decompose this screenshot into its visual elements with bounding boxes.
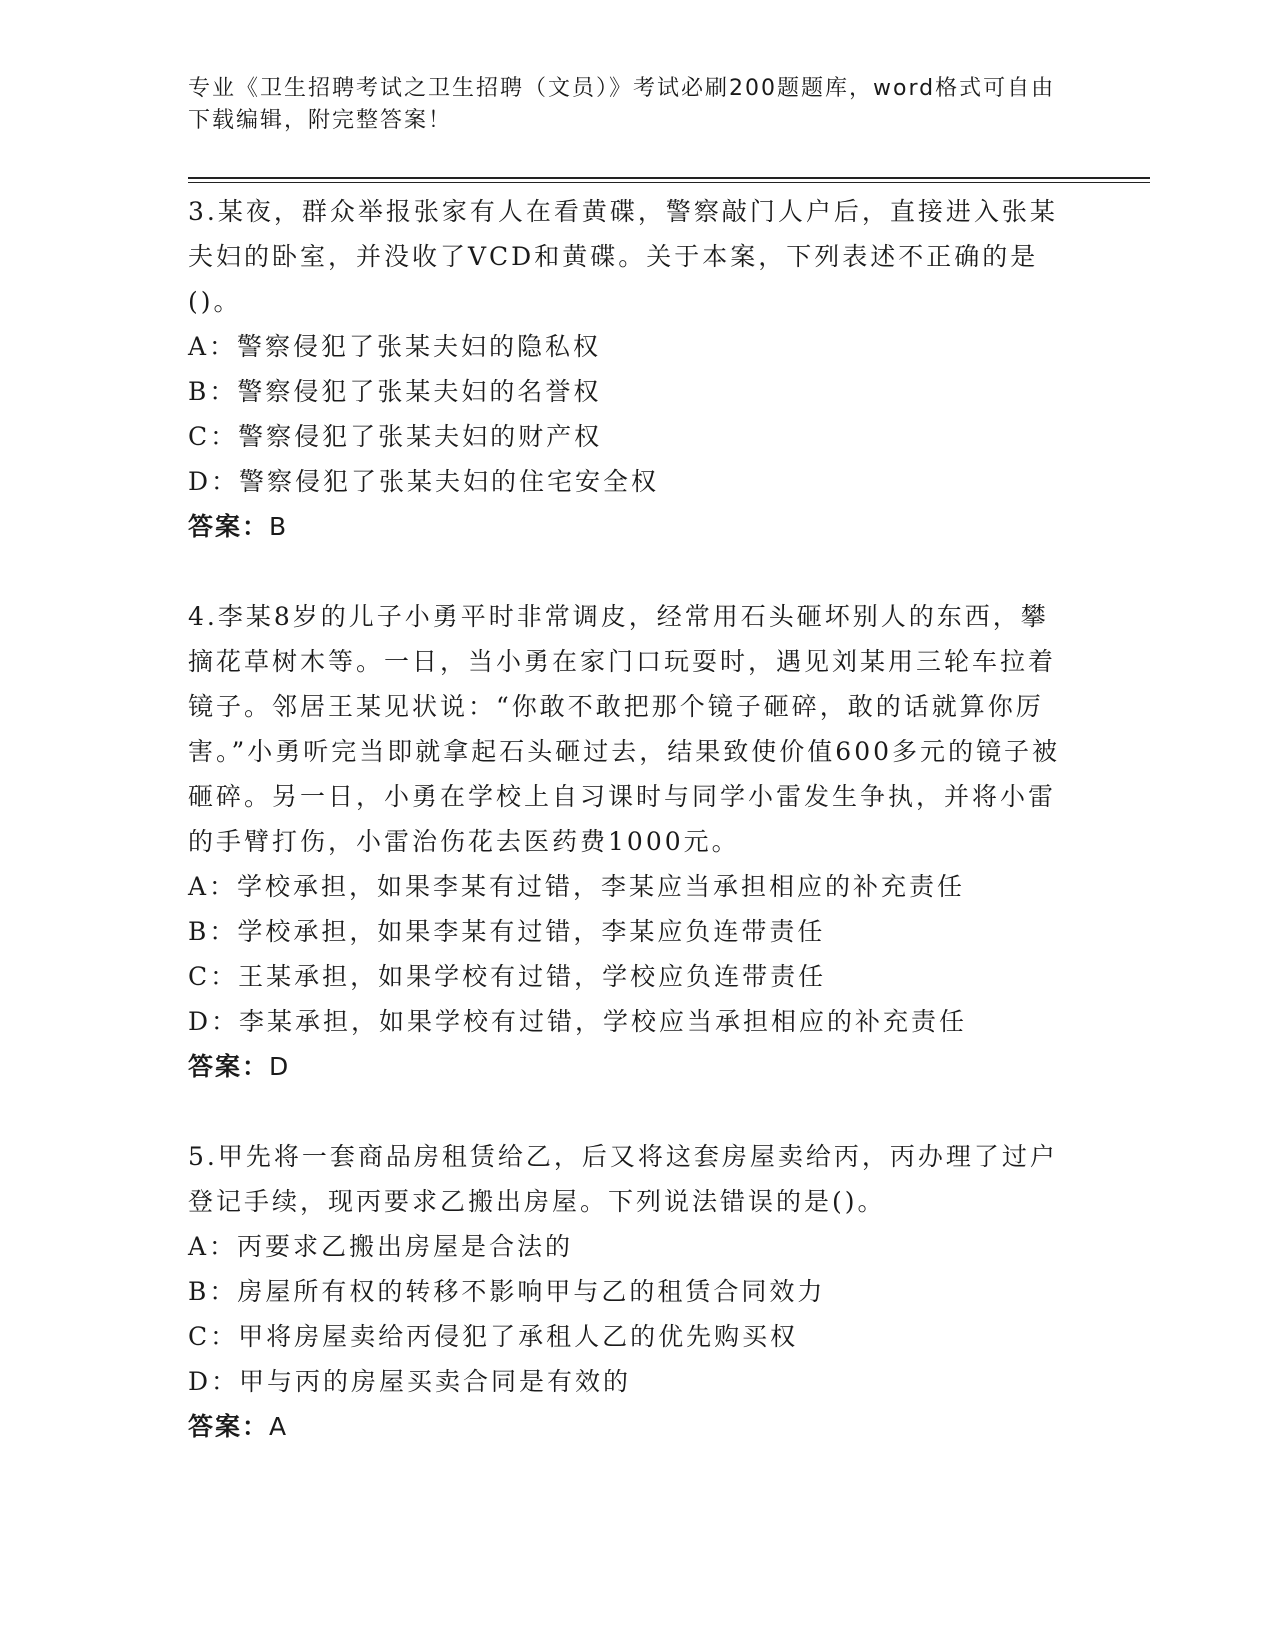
option-d: D：警察侵犯了张某夫妇的住宅安全权 [188,467,660,496]
question-stem: 3.某夜，群众举报张家有人在看黄碟，警察敲门人户后，直接进入张某夫妇的卧室，并没收了VCD和黄碟。关于本案，下列表述不正确的是()。 [188,197,1058,316]
answer-line [188,1404,1068,1449]
answer-value: D [269,1052,291,1081]
answer-line [188,1044,1068,1089]
answer-value: B [269,512,289,541]
option-c: C：王某承担，如果学校有过错，学校应负连带责任 [188,962,827,991]
header-divider-thick [188,177,1150,179]
option-d: D：李某承担，如果学校有过错，学校应当承担相应的补充责任 [188,1007,968,1036]
question-5 [188,1134,1068,1449]
option-b: B：警察侵犯了张某夫妇的名誉权 [188,377,602,406]
question-stem: 5.甲先将一套商品房租赁给乙，后又将这套房屋卖给丙，丙办理了过户登记手续，现丙要求乙搬出房屋。下列说法错误的是()。 [188,1142,1058,1216]
option-c: C：警察侵犯了张某夫妇的财产权 [188,422,603,451]
document-header: 专业《卫生招聘考试之卫生招聘（文员）》考试必刷200题题库，word格式可自由下载编辑，附完整答案！ [188,76,1056,133]
answer-value: A [269,1412,289,1441]
option-a: A：学校承担，如果李某有过错，李某应当承担相应的补充责任 [188,872,966,901]
answer-line [188,504,1068,549]
option-a: A：警察侵犯了张某夫妇的隐私权 [188,332,602,361]
answer-label: 答案： [188,512,270,541]
answer-label: 答案： [188,1412,270,1441]
header-divider-thin [188,182,1150,183]
question-4 [188,594,1068,1089]
option-c: C：甲将房屋卖给丙侵犯了承租人乙的优先购买权 [188,1322,799,1351]
question-list [188,189,1068,1449]
question-3 [188,189,1068,549]
answer-label: 答案： [188,1052,270,1081]
question-stem: 4.李某8岁的儿子小勇平时非常调皮，经常用石头砸坏别人的东西，攀摘花草树木等。一日，当小勇在家门口玩耍时，遇见刘某用三轮车拉着镜子。邻居王某见状说：“你敢不敢把那个镜子砸碎，敢的话就算你厉害。”小勇听完当即就拿起石头砸过去，结果致使价值600多元的镜子被砸碎。另一日，小勇在学校上自习课时与同学小雷发生争执，并将小雷的手臂打伤，小雷治伤花去医药费1000元。 [188,602,1061,856]
option-b: B：学校承担，如果李某有过错，李某应负连带责任 [188,917,826,946]
option-b: B：房屋所有权的转移不影响甲与乙的租赁合同效力 [188,1277,826,1306]
option-d: D：甲与丙的房屋买卖合同是有效的 [188,1367,632,1396]
option-a: A：丙要求乙搬出房屋是合法的 [188,1232,574,1261]
